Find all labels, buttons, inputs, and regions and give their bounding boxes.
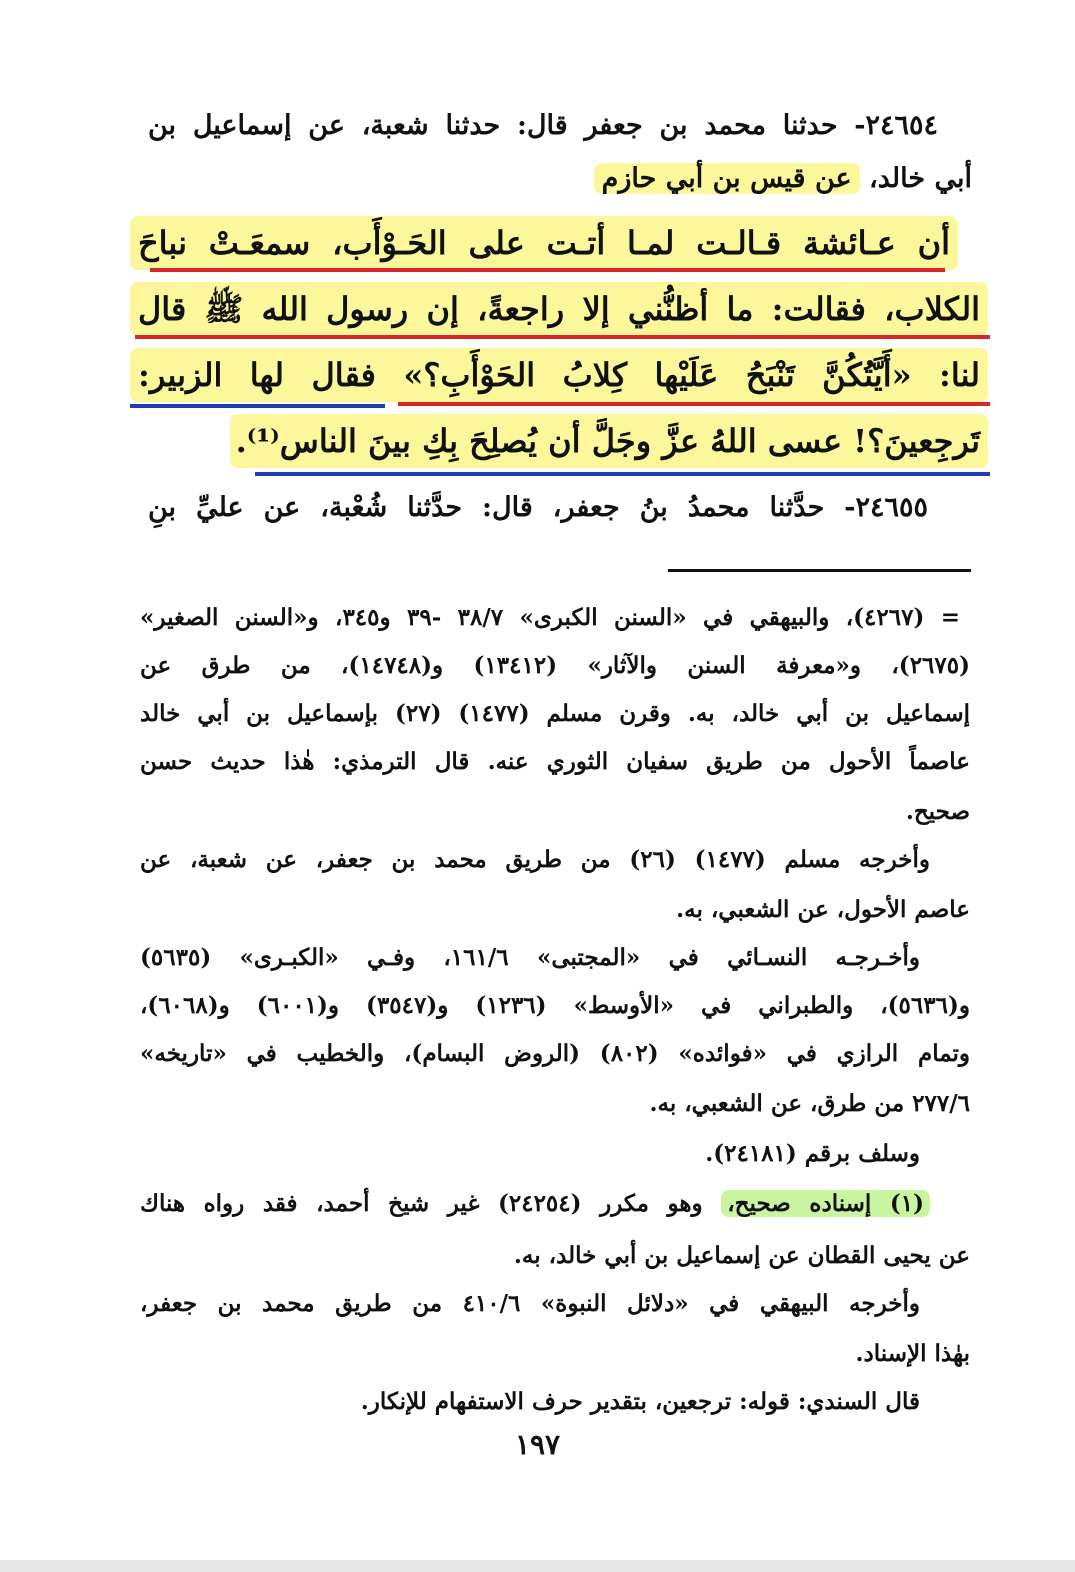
footnote-line: وأخـرجـه النسـائي في «المجتبى» ١٦١/٦، وفـي «الكبـرى» (٥٦٣٥): [140, 944, 920, 971]
footnote-line: قال السندي: قوله: ترجعين، بتقدير حرف الاستفهام للإنكار.: [360, 1388, 920, 1415]
highlighted-isnad: عن قيس بن أبي حازم: [594, 163, 860, 194]
matn-line-4: تَرجِعينَ؟! عسى اللهُ عزَّ وجَلَّ أن يُصلِحَ بِكِ بينَ الناس⁽¹⁾.: [230, 414, 988, 468]
page-number: ١٩٧: [514, 1428, 561, 1461]
blue-underline-2: [255, 472, 990, 476]
footnote-line: إسماعيل بن أبي خالد، به. وقرن مسلم (١٤٧٧) (٢٧) بإسماعيل بن أبي خالد: [140, 700, 970, 727]
matn-line-2: الكلاب، فقالت: ما أظنُّني إلا راجعةً، إن رسول الله ﷺ قال: [130, 282, 988, 336]
bottom-edge: [0, 1560, 1075, 1572]
matn-line-1: أن عـائشة قـالـت لمـا أتـت على الحَـوْأَب، سمعَـتْ نباحَ: [130, 216, 958, 270]
hadith-24654-line-2: [560, 157, 972, 201]
hadith-24654-narrator-text: أبي خالد،: [869, 163, 972, 194]
blue-underline-1: [130, 404, 385, 408]
footnote-line: و(٥٦٣٦)، والطبراني في «الأوسط» (١٢٣٦) و(٣٥٤٧) و(٦٠٠١) و(٦٠٦٨)،: [140, 992, 970, 1019]
footnote-line: عاصماً الأحول من طريق سفيان الثوري عنه. قال الترمذي: هٰذا حديث حسن: [140, 748, 970, 775]
footnote-line: بهٰذا الإسناد.: [855, 1340, 970, 1367]
footnote-line: صحيح.: [905, 798, 970, 825]
footnote-line: وأخرجه مسلم (١٤٧٧) (٢٦) من طريق محمد بن جعفر، عن شعبة، عن: [140, 846, 930, 873]
red-underline-1: [150, 268, 945, 272]
hadith-24655-line-1: ٢٤٦٥٥- حدَّثنا محمدُ بنُ جعفر، قال: حدَّثنا شُعْبة، عن عليِّ بنِ: [148, 492, 928, 523]
footnote-separator: [668, 569, 971, 572]
red-underline-3: [398, 402, 990, 406]
footnote-line: = (٤٢٦٧)، والبيهقي في «السنن الكبرى» ٣٨/٧ -٣٩ و٣٤٥، و«السنن الصغير»: [140, 604, 960, 631]
footnote-line: (٢٦٧٥)، و«معرفة السنن والآثار» (١٣٤١٢) و(١٤٧٤٨)، من طرق عن: [140, 652, 970, 679]
hadith-24654-line-1: ٢٤٦٥٤- حدثنا محمد بن جعفر قال: حدثنا شعبة، عن إسماعيل بن: [148, 110, 938, 141]
matn-line-3: لنا: «أَيَّتُكُنَّ تَنْبَحُ عَلَيْها كِلابُ الحَوْأَبِ؟» فقال لها الزبير:: [130, 348, 988, 402]
footnote-line: وسلف برقم (٢٤١٨١).: [705, 1140, 920, 1167]
red-underline-2: [135, 335, 990, 339]
footnote-line: عن يحيى القطان عن إسماعيل بن أبي خالد، به.: [513, 1242, 970, 1269]
footnote-line: عاصم الأحول، عن الشعبي، به.: [676, 896, 970, 923]
footnote-1-text: وهو مكرر (٢٤٢٥٤) غير شيخ أحمد، فقد رواه هناك: [140, 1190, 703, 1217]
footnote-line: وأخرجه البيهقي في «دلائل النبوة» ٤١٠/٦ من طريق محمد بن جعفر،: [140, 1290, 921, 1317]
footnote-1-line-1: [140, 1184, 930, 1224]
footnote-line: وتمام الرازي في «فوائده» (٨٠٢) (الروض البسام)، والخطيب في «تاريخه»: [140, 1040, 971, 1067]
footnote-line: ٢٧٧/٦ من طرق، عن الشعبي، به.: [649, 1090, 970, 1117]
highlighted-grading: (١) إسناده صحيح،: [721, 1190, 930, 1217]
